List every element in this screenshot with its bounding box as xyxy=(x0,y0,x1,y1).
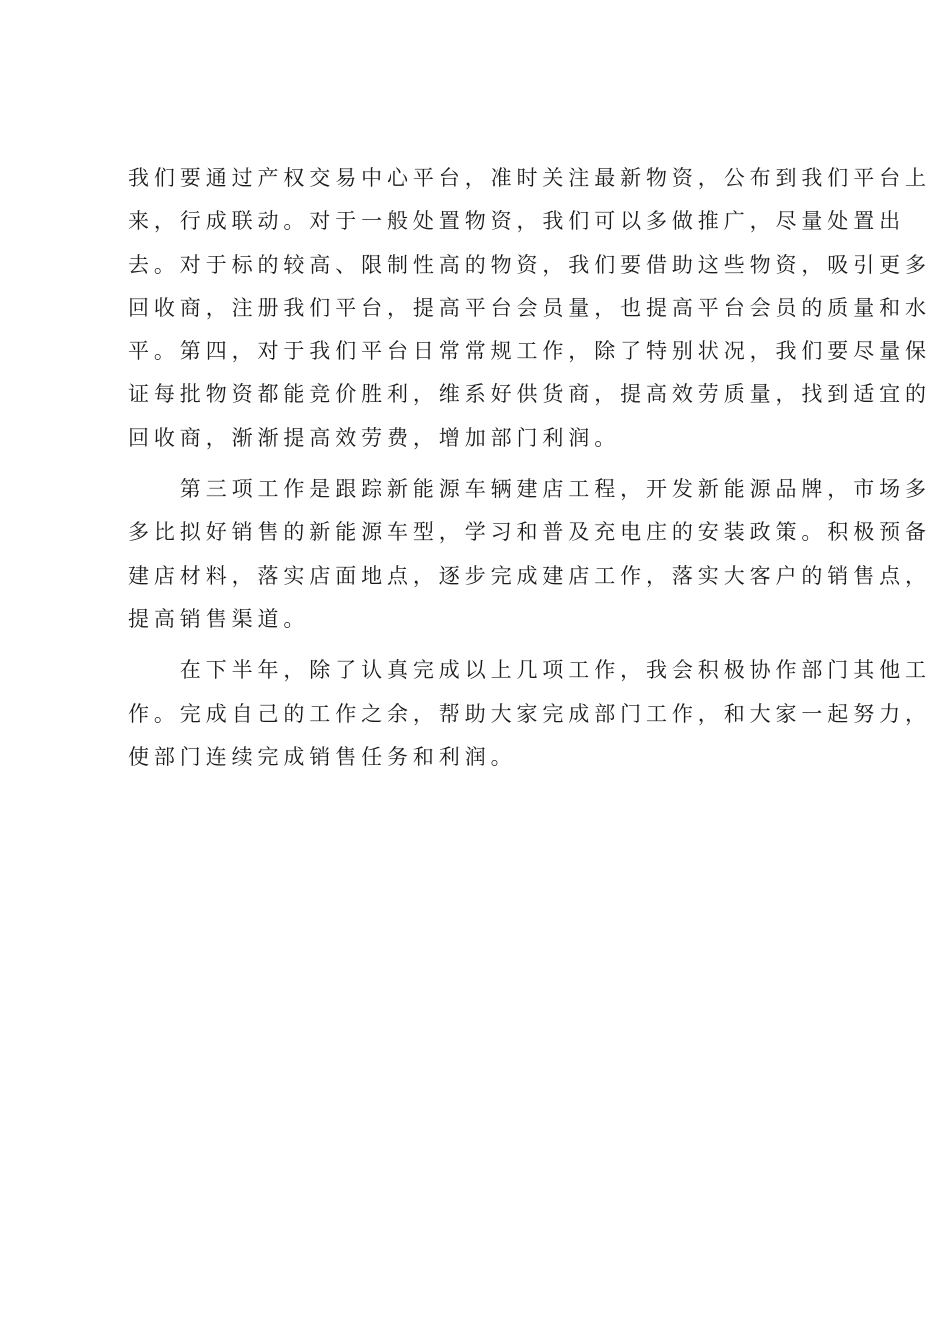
text-line: 多比拟好销售的新能源车型，学习和普及充电庄的安装政策。积极预备 xyxy=(128,520,931,545)
text-line: 回收商，注册我们平台，提高平台会员量，也提高平台会员的质量和水 xyxy=(128,295,931,320)
document-body xyxy=(128,157,931,779)
text-line: 第三项工作是跟踪新能源车辆建店工程，开发新能源品牌，市场多 xyxy=(128,477,931,502)
text-line: 建店材料，落实店面地点，逐步完成建店工作，落实大客户的销售点， xyxy=(128,563,931,588)
text-line: 在下半年，除了认真完成以上几项工作，我会积极协作部门其他工 xyxy=(128,658,931,683)
text-line: 回收商，渐渐提高效劳费，增加部门利润。 xyxy=(128,425,621,450)
text-line: 提高销售渠道。 xyxy=(128,606,310,631)
paragraph-3 xyxy=(128,649,931,779)
text-line: 来，行成联动。对于一般处置物资，我们可以多做推广，尽量处置出 xyxy=(128,209,905,234)
text-line: 去。对于标的较高、限制性高的物资，我们要借助这些物资，吸引更多 xyxy=(128,252,931,277)
text-line: 使部门连续完成销售任务和利润。 xyxy=(128,744,517,769)
paragraph-spacer xyxy=(128,460,832,468)
text-line: 我们要通过产权交易中心平台，准时关注最新物资，公布到我们平台上 xyxy=(128,166,931,190)
paragraph-2 xyxy=(128,468,931,641)
text-line: 平。第四，对于我们平台日常常规工作，除了特别状况，我们要尽量保 xyxy=(128,339,931,364)
text-line: 作。完成自己的工作之余，帮助大家完成部门工作，和大家一起努力， xyxy=(128,701,931,726)
paragraph-1 xyxy=(128,157,931,460)
paragraph-spacer xyxy=(128,641,832,649)
text-line: 证每批物资都能竞价胜利，维系好供货商，提高效劳质量，找到适宜的 xyxy=(128,382,931,407)
